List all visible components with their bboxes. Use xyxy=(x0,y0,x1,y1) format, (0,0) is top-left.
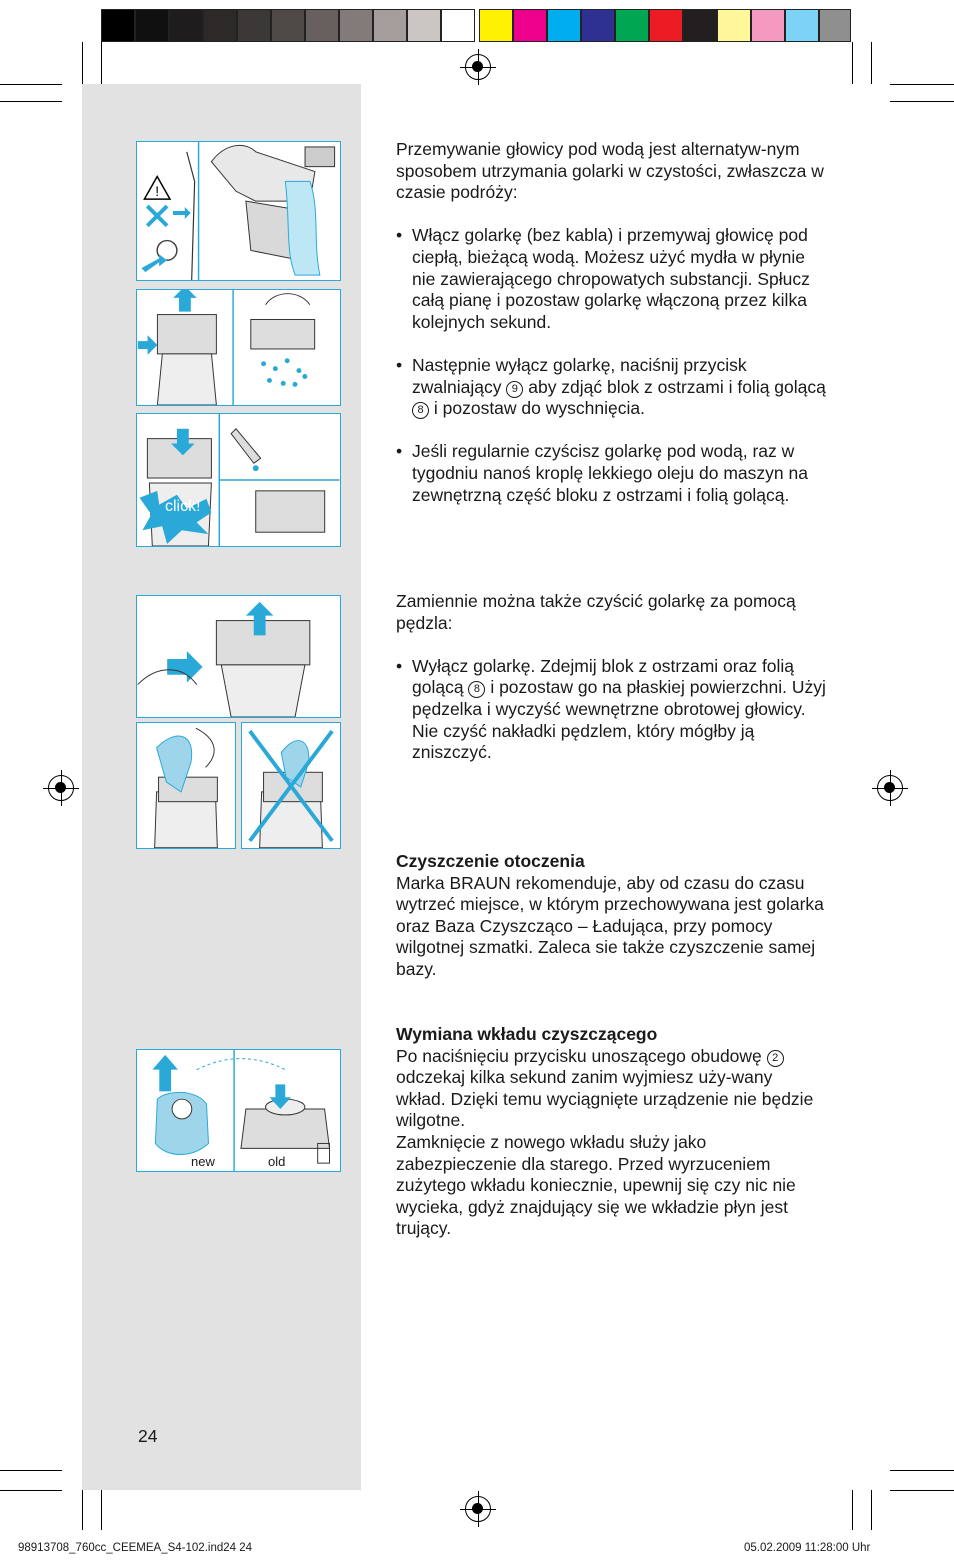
color-swatch xyxy=(751,9,785,42)
color-swatch xyxy=(203,9,237,42)
color-calibration-bar xyxy=(101,9,851,42)
color-swatch xyxy=(717,9,751,42)
color-swatch xyxy=(819,9,851,42)
click-label: click! xyxy=(165,498,201,515)
section-heading: Czyszczenie otoczenia xyxy=(396,851,585,871)
crop-mark xyxy=(0,1470,62,1471)
color-swatch xyxy=(513,9,547,42)
section-cartridge-text xyxy=(396,1024,826,1240)
color-swatch xyxy=(339,9,373,42)
cartridge-replace-illustration xyxy=(136,1049,341,1172)
old-label: old xyxy=(268,1154,286,1169)
color-swatch xyxy=(271,9,305,42)
color-swatch xyxy=(615,9,649,42)
section-heading: Wymiana wkładu czyszczącego xyxy=(396,1024,658,1044)
reference-number: 9 xyxy=(506,381,523,398)
color-swatch xyxy=(237,9,271,42)
bullet-item: • Jeśli regularnie czyścisz golarkę pod wodą, raz w tygodniu nanoś kroplę lekkiego oleju do maszyn na zewnętrzną część bloku z ostrzami i folią golącą. xyxy=(396,441,826,506)
bullet-text: Następnie wyłącz golarkę, naciśnij przycisk zwalniający xyxy=(412,354,747,397)
bullet-item xyxy=(396,355,826,420)
crop-mark xyxy=(890,1490,954,1491)
crop-mark xyxy=(101,1490,102,1530)
crop-mark xyxy=(871,42,872,84)
color-swatch xyxy=(479,9,513,42)
remove-foil-illustration xyxy=(136,289,341,406)
footer-file-info: 98913708_760cc_CEEMEA_S4-102.ind24 24 xyxy=(18,1542,253,1554)
crop-mark xyxy=(871,1490,872,1530)
new-label: new xyxy=(191,1154,215,1169)
color-swatch xyxy=(407,9,441,42)
crop-mark xyxy=(0,101,62,102)
crop-mark xyxy=(890,84,954,85)
paragraph xyxy=(396,1046,826,1132)
bullet-text: i pozostaw do wyschnięcia. xyxy=(433,398,645,419)
registration-mark-icon xyxy=(48,775,74,801)
crop-mark xyxy=(101,42,102,84)
crop-mark xyxy=(82,1490,83,1530)
bullet-item xyxy=(396,656,826,764)
color-swatch xyxy=(581,9,615,42)
paragraph-text: Po naciśnięciu przycisku unoszącego obudowę xyxy=(396,1045,762,1066)
page-number: 24 xyxy=(138,1426,158,1446)
color-swatch xyxy=(683,9,717,42)
crop-mark xyxy=(852,1490,853,1530)
reference-number: 8 xyxy=(468,681,485,698)
footer-timestamp: 05.02.2009 11:28:00 Uhr xyxy=(744,1542,871,1554)
color-swatch xyxy=(441,9,475,42)
bullet-item: • Włącz golarkę (bez kabla) i przemywaj głowicę pod ciepłą, bieżącą wodą. Możesz użyć mydła w płynie nie zawierającego chropowatych substancji. Spłucz całą pianę i pozostaw golarkę włączoną przez kilka kolejnych sekund. xyxy=(396,225,826,333)
registration-mark-icon xyxy=(877,775,903,801)
registration-mark-icon xyxy=(465,54,491,80)
color-swatch xyxy=(305,9,339,42)
color-swatch xyxy=(649,9,683,42)
bullet-text: aby zdjąć blok z ostrzami i folią golącą xyxy=(528,376,826,397)
paragraph-text: odczekaj kilka sekund zanim wyjmiesz uży-wany wkład. Dzięki temu wyciągnięte urządzenie nie będzie wilgotne. xyxy=(396,1067,814,1131)
color-swatch xyxy=(135,9,169,42)
section-rinse-text xyxy=(396,139,826,506)
section-brush-text xyxy=(396,591,826,764)
crop-mark xyxy=(0,84,62,85)
section-surroundings-text xyxy=(396,851,826,981)
crop-mark xyxy=(852,42,853,84)
color-swatch xyxy=(785,9,819,42)
svg-text:!: ! xyxy=(155,184,160,200)
registration-mark-icon xyxy=(465,1496,491,1522)
crop-mark xyxy=(890,101,954,102)
oil-foil-illustration xyxy=(136,413,341,547)
paragraph: Zamiennie można także czyścić golarkę za pomocą pędzla: xyxy=(396,591,796,633)
brush-not-allowed-illustration xyxy=(241,722,341,849)
brush-cleaning-illustration xyxy=(136,722,236,849)
crop-mark xyxy=(82,42,83,84)
rinse-illustration xyxy=(136,141,341,281)
color-swatch xyxy=(547,9,581,42)
crop-mark xyxy=(890,1470,954,1471)
color-swatch xyxy=(101,9,135,42)
remove-block-illustration xyxy=(136,595,341,718)
paragraph: Marka BRAUN rekomenduje, aby od czasu do czasu wytrzeć miejsce, w którym przechowywana jest golarka oraz Baza Czyszcząco – Ładująca, przy pomocy wilgotnej szmatki. Zaleca sie także czyszczenie samej bazy. xyxy=(396,872,824,979)
bullet-text: i pozostaw go na płaskiej powierzchni. Użyj pędzelka i wyczyść wewnętrzne obrotowej głowicy. Nie czyść nakładki pędzlem, który mógłby ją zniszczyć. xyxy=(412,677,826,763)
paragraph: Zamknięcie z nowego wkładu służy jako zabezpieczenie dla starego. Przed wyrzuceniem zużytego wkładu koniecznie, upewnij się czy nic nie wycieka, gdyż znajdujący się we wkładzie płyn jest trujący. xyxy=(396,1131,796,1239)
reference-number: 2 xyxy=(767,1050,784,1067)
crop-mark xyxy=(0,1490,62,1491)
color-swatch xyxy=(169,9,203,42)
reference-number: 8 xyxy=(412,402,429,419)
bullet-text: Wyłącz golarkę. Zdejmij blok z ostrzami oraz folią golącą xyxy=(412,655,795,698)
paragraph: Przemywanie głowicy pod wodą jest alternatyw-nym sposobem utrzymania golarki w czystości, zwłaszcza w czasie podróży: xyxy=(396,139,824,203)
color-swatch xyxy=(373,9,407,42)
